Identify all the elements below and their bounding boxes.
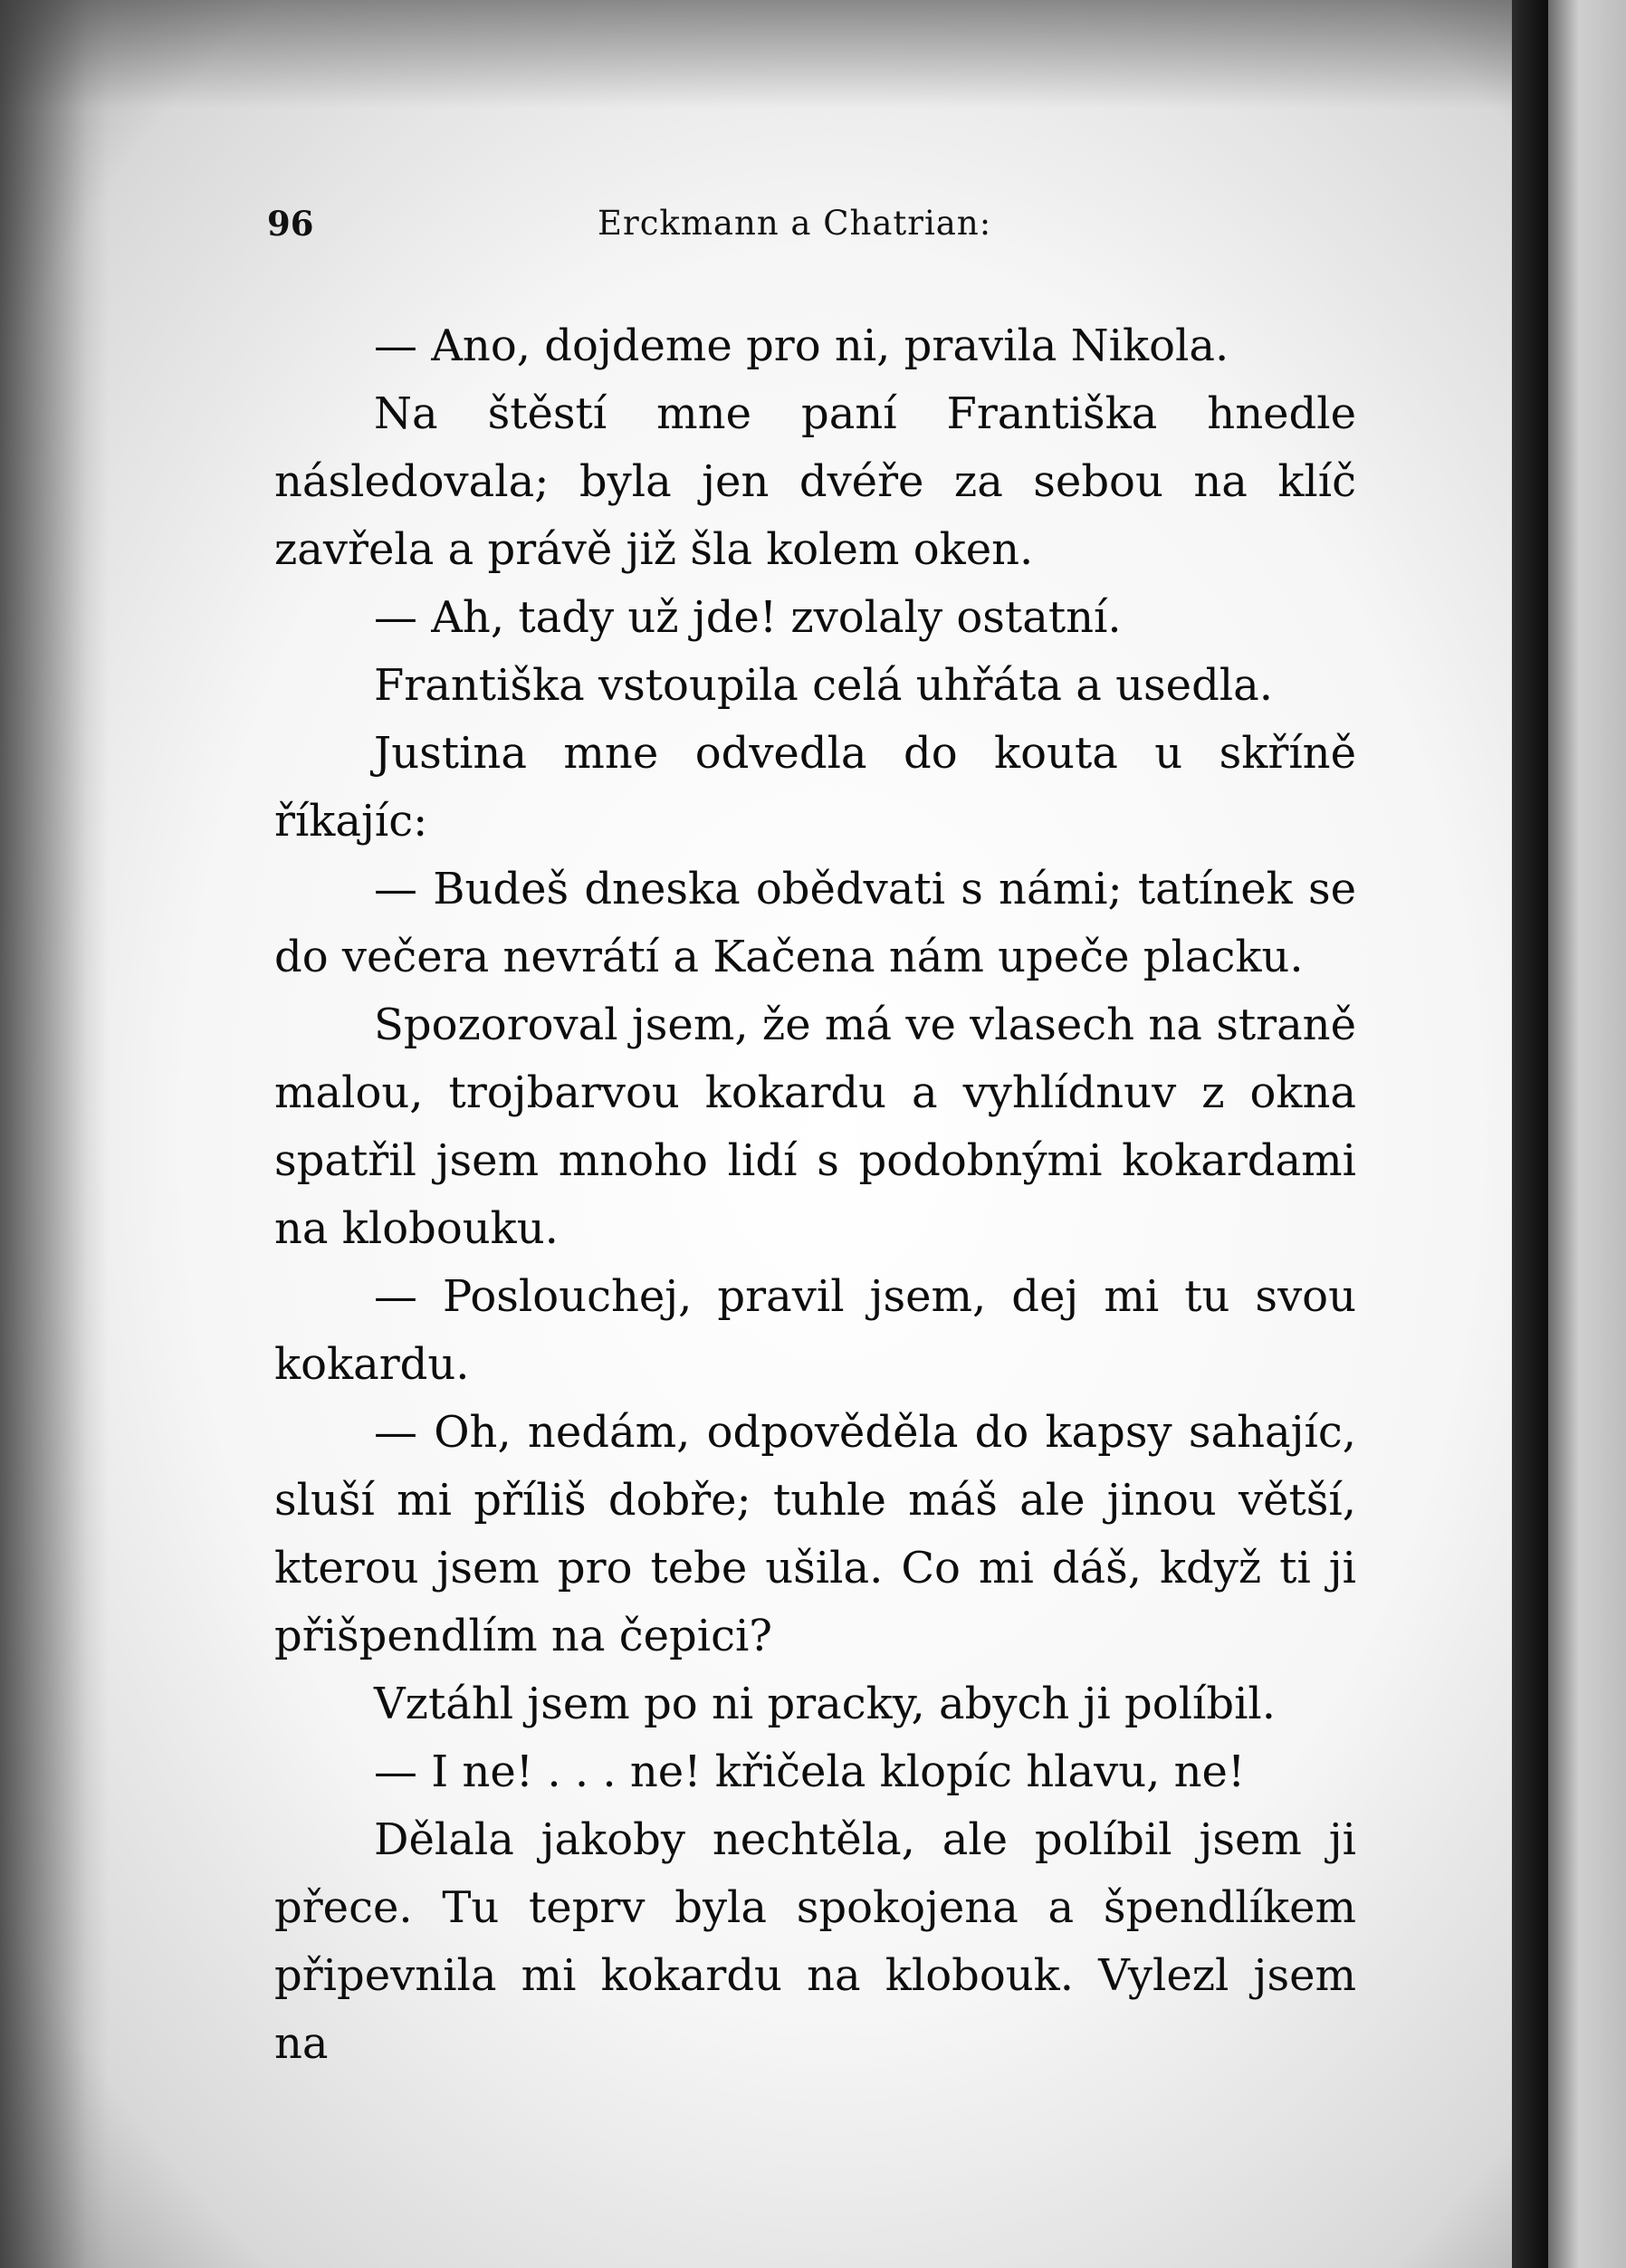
page-number: 96 <box>267 204 314 244</box>
paragraph: — I ne! . . . ne! křičela klopíc hlavu, ne! <box>374 1746 1246 1797</box>
paragraph: — Ano, dojdeme pro ni, pravila Nikola. <box>374 321 1229 371</box>
running-head: Erckmann a Chatrian: <box>598 204 992 243</box>
book-gutter <box>1512 0 1548 2268</box>
paragraph: — Poslouchej, pravil jsem, dej mi tu svou kokardu. <box>274 1271 1356 1390</box>
paragraph: Na štěstí mne paní Františka hnedle následovala; byla jen dvéře za sebou na klíč zavřela a právě již šla kolem oken. <box>274 388 1356 575</box>
paragraph: Vztáhl jsem po ni pracky, abych ji políbil. <box>374 1679 1277 1729</box>
paragraph: Františka vstoupila celá uhřáta a usedla. <box>374 660 1274 711</box>
paragraph: — Budeš dneska obědvati s námi; tatínek se do večera nevrátí a Kačena nám upeče placku. <box>274 864 1356 982</box>
paragraph: Spozoroval jsem, že má ve vlasech na straně malou, trojbarvou kokardu a vyhlídnuv z okna spatřil jsem mnoho lidí s podobnými kokardami na klobouku. <box>274 1000 1356 1254</box>
paragraph: — Ah, tady už jde! zvolaly ostatní. <box>374 592 1122 643</box>
body-text <box>274 312 1356 2078</box>
paragraph: — Oh, nedám, odpověděla do kapsy sahajíc, sluší mi příliš dobře; tuhle máš ale jinou větší, kterou jsem pro tebe ušila. Co mi dáš, když ti ji přišpendlím na čepici? <box>274 1407 1356 1661</box>
page-header <box>267 204 1353 258</box>
next-page-edge <box>1548 0 1626 2268</box>
paragraph: Dělala jakoby nechtěla, ale políbil jsem ji přece. Tu teprv byla spokojena a špendlíkem připevnila mi kokardu na klobouk. Vylezl jsem na <box>274 1814 1356 2069</box>
paragraph: Justina mne odvedla do kouta u skříně říkajíc: <box>274 728 1356 847</box>
